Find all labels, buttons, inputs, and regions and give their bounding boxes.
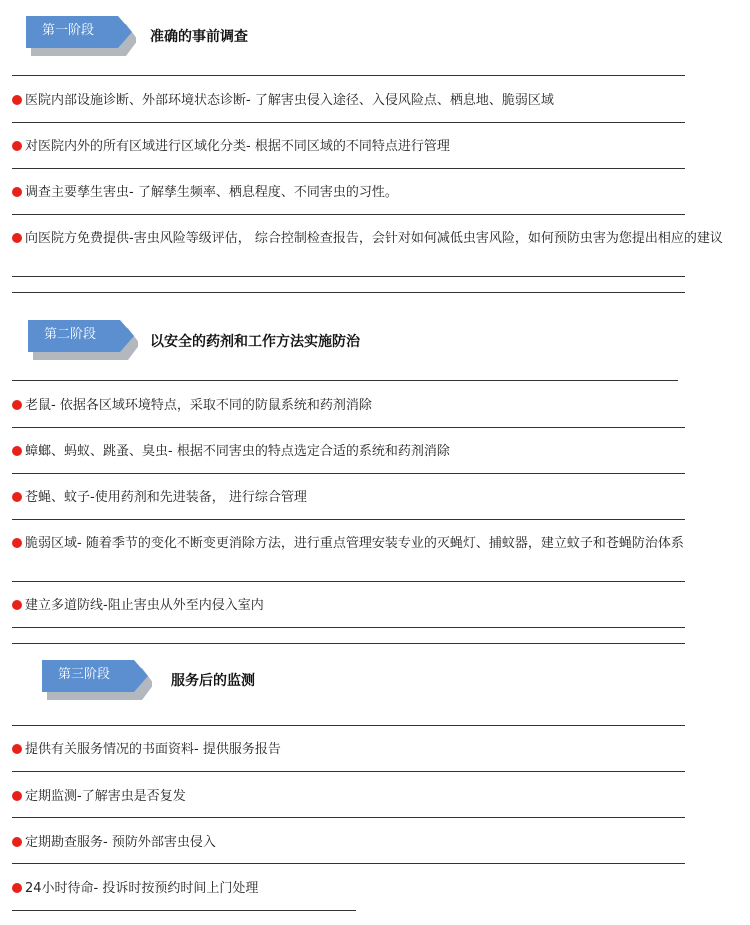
list-item: 对医院内外的所有区域进行区域化分类- 根据不同区域的不同特点进行管理 [12,139,740,155]
divider [12,817,685,818]
divider [12,122,685,123]
list-item: 调查主要孳生害虫- 了解孳生频率、栖息程度、不同害虫的习性。 [12,185,740,201]
divider [12,863,685,864]
bullet-dot-icon [12,600,22,610]
bullet-dot-icon [12,791,22,801]
stage-badge-label: 第一阶段 [41,23,94,38]
list-item: 苍蝇、蚊子-使用药剂和先进装备， 进行综合管理 [12,490,740,506]
divider [12,581,685,582]
bullet-dot-icon [12,95,22,105]
divider [12,627,685,628]
bullet-dot-icon [12,233,22,243]
divider [12,75,685,76]
bullet-dot-icon [12,538,22,548]
list-item: 24小时待命- 投诉时按预约时间上门处理 [12,881,740,897]
list-item: 定期勘查服务- 预防外部害虫侵入 [12,835,740,851]
section-title: 以安全的药剂和工作方法实施防治 [150,334,360,350]
stage-badge-1 [26,16,136,56]
stage-badge-label: 第二阶段 [43,327,96,342]
divider [12,519,685,520]
divider [12,292,685,293]
list-item: 蟑螂、蚂蚁、跳蚤、臭虫- 根据不同害虫的特点选定合适的系统和药剂消除 [12,444,740,460]
divider [12,771,685,772]
bullet-dot-icon [12,837,22,847]
bullet-dot-icon [12,141,22,151]
bullet-dot-icon [12,400,22,410]
list-item: 提供有关服务情况的书面资料- 提供服务报告 [12,742,740,758]
divider [12,276,685,277]
bullet-dot-icon [12,744,22,754]
list-item: 建立多道防线-阻止害虫从外至内侵入室内 [12,598,740,614]
list-item: 老鼠- 依据各区域环境特点，采取不同的防鼠系统和药剂消除 [12,398,740,414]
stage-badge-2 [28,320,138,360]
divider [12,380,678,381]
bullet-dot-icon [12,492,22,502]
bullet-dot-icon [12,446,22,456]
divider [12,910,356,911]
bullet-dot-icon [12,187,22,197]
list-item: 医院内部设施诊断、外部环境状态诊断- 了解害虫侵入途径、入侵风险点、栖息地、脆弱区域 [12,93,740,109]
list-item: 脆弱区域- 随着季节的变化不断变更消除方法，进行重点管理安装专业的灭蝇灯、捕蚊器，建立蚊子和苍蝇防治体系 [12,536,740,552]
stage-badge-label: 第三阶段 [57,667,110,682]
divider [12,427,685,428]
divider [12,168,685,169]
divider [12,725,685,726]
section-title: 服务后的监测 [171,673,255,689]
divider [12,473,685,474]
divider [12,214,685,215]
stage-badge-3 [42,660,152,700]
list-item: 定期监测-了解害虫是否复发 [12,789,740,805]
divider [12,643,685,644]
bullet-dot-icon [12,883,22,893]
section-title: 准确的事前调查 [150,29,248,45]
list-item: 向医院方免费提供-害虫风险等级评估， 综合控制检查报告，会针对如何减低虫害风险，如何预防虫害为您提出相应的建议 [12,231,740,247]
